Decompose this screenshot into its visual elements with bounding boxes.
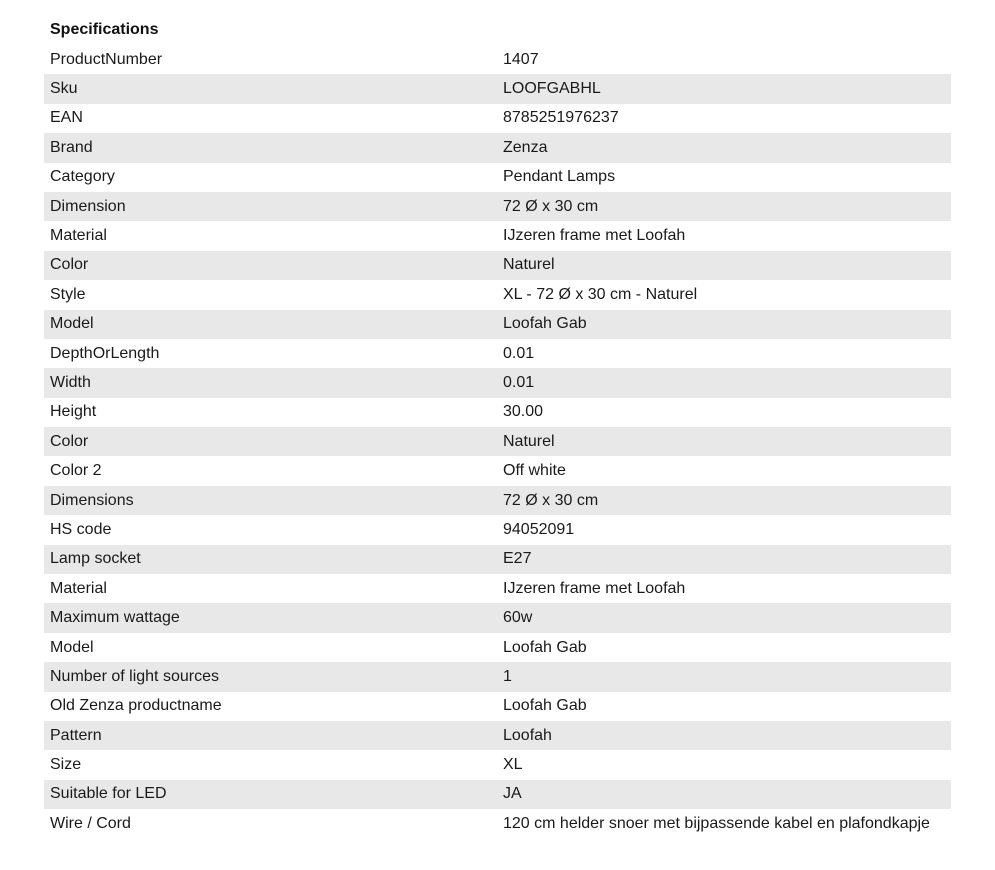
- table-row: [44, 692, 951, 721]
- table-row: [44, 280, 951, 309]
- spec-value: 30.00: [503, 403, 544, 421]
- table-row: [44, 368, 951, 397]
- spec-value: Loofah Gab: [503, 697, 587, 715]
- table-row: [44, 662, 951, 691]
- spec-value: Naturel: [497, 427, 951, 456]
- spec-value: Loofah: [497, 721, 951, 750]
- table-row: [44, 339, 951, 368]
- spec-label: Color: [44, 427, 497, 456]
- spec-value: Loofah Gab: [497, 310, 951, 339]
- table-row: [44, 251, 951, 280]
- spec-value: 94052091: [503, 520, 575, 538]
- spec-value: XL: [503, 756, 523, 774]
- spec-value: Pendant Lamps: [503, 168, 616, 186]
- spec-label: Width: [44, 368, 497, 397]
- table-row: [44, 104, 951, 133]
- spec-label: Color 2: [50, 462, 102, 480]
- spec-value: 0.01: [497, 368, 951, 397]
- spec-value: E27: [497, 545, 951, 574]
- table-row: [44, 310, 951, 339]
- spec-label: ProductNumber: [50, 50, 163, 68]
- spec-label: Category: [50, 168, 115, 186]
- spec-label: Dimensions: [44, 486, 497, 515]
- spec-table: [44, 45, 951, 856]
- spec-table-body: [44, 45, 951, 856]
- spec-value: 120 cm helder snoer met bijpassende kabel en plafondkapje: [503, 815, 930, 833]
- spec-label: Model: [50, 638, 94, 656]
- table-row: [44, 486, 951, 515]
- spec-label: Old Zenza productname: [50, 697, 222, 715]
- spec-value: Zenza: [497, 133, 951, 162]
- spec-label: Color: [44, 251, 497, 280]
- table-row: [44, 750, 951, 779]
- table-row: [44, 163, 951, 192]
- table-row: [44, 780, 951, 809]
- table-row: [44, 633, 951, 662]
- table-row: [44, 133, 951, 162]
- table-row: [44, 45, 951, 74]
- spec-label: Material: [50, 227, 107, 245]
- spec-value: 72 Ø x 30 cm: [497, 486, 951, 515]
- table-row: [44, 456, 951, 485]
- spec-label: Brand: [44, 133, 497, 162]
- spec-value: JA: [497, 780, 951, 809]
- table-row: [44, 427, 951, 456]
- spec-label: Pattern: [44, 721, 497, 750]
- spec-value: IJzeren frame met Loofah: [503, 227, 686, 245]
- table-row: [44, 74, 951, 103]
- spec-value: XL - 72 Ø x 30 cm - Naturel: [503, 285, 698, 303]
- spec-label: EAN: [50, 109, 83, 127]
- spec-label: Lamp socket: [44, 545, 497, 574]
- table-row: [44, 398, 951, 427]
- spec-label: Size: [50, 756, 82, 774]
- table-row: [44, 221, 951, 250]
- spec-label: DepthOrLength: [50, 344, 160, 362]
- spec-label: Height: [50, 403, 97, 421]
- spec-value: 1: [497, 662, 951, 691]
- spec-value: 60w: [497, 603, 951, 632]
- spec-label: Dimension: [44, 192, 497, 221]
- spec-label: Style: [50, 285, 86, 303]
- spec-value: Loofah Gab: [503, 638, 587, 656]
- spec-value: LOOFGABHL: [497, 74, 951, 103]
- table-row: [44, 545, 951, 574]
- table-row: [44, 809, 951, 856]
- table-row: [44, 574, 951, 603]
- table-row: [44, 603, 951, 632]
- spec-value: 8785251976237: [503, 109, 619, 127]
- spec-value: 0.01: [503, 344, 535, 362]
- table-row: [44, 515, 951, 544]
- spec-label: HS code: [50, 520, 112, 538]
- table-row: [44, 192, 951, 221]
- spec-label: Maximum wattage: [44, 603, 497, 632]
- spec-value: 72 Ø x 30 cm: [497, 192, 951, 221]
- spec-label: Sku: [44, 74, 497, 103]
- spec-value: Naturel: [497, 251, 951, 280]
- spec-label: Wire / Cord: [50, 815, 131, 833]
- section-title: Specifications: [50, 21, 159, 38]
- spec-label: Material: [50, 579, 107, 597]
- spec-value: 1407: [503, 50, 539, 68]
- table-row: [44, 721, 951, 750]
- spec-value: IJzeren frame met Loofah: [503, 579, 686, 597]
- specifications-section: [44, 14, 951, 856]
- spec-label: Model: [44, 310, 497, 339]
- spec-label: Number of light sources: [44, 662, 497, 691]
- spec-value: Off white: [503, 462, 566, 480]
- spec-label: Suitable for LED: [44, 780, 497, 809]
